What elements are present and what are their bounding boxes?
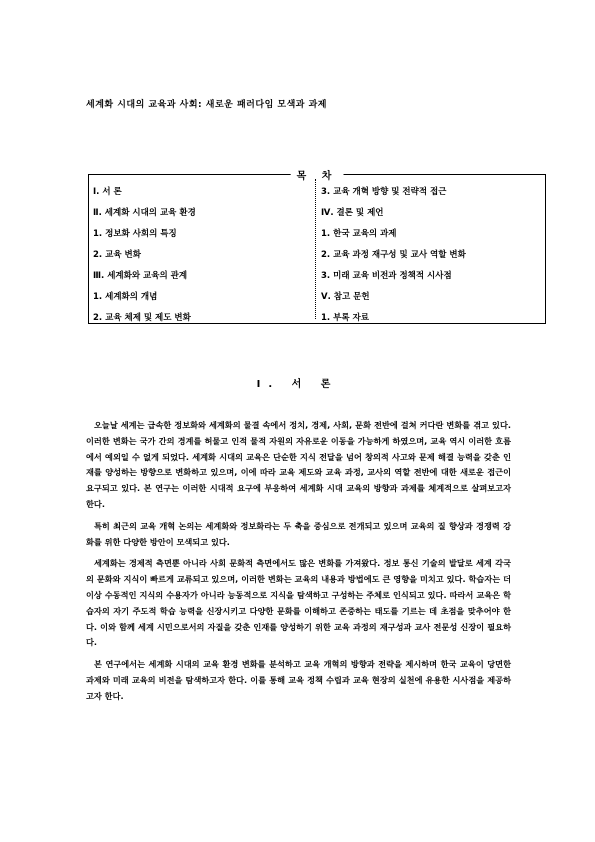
toc-item: 1. 한국 교육의 과제 [321, 229, 397, 239]
toc-item: 1. 부록 자료 [321, 313, 369, 323]
body-text [86, 418, 511, 711]
body-paragraph: 본 연구에서는 세계화 시대의 교육 환경 변화를 분석하고 교육 개혁의 방향과 전략을 제시하며 한국 교육이 당면한 과제와 미래 교육의 비전을 탐색하고자 한다. 이를 통해 교육 정책 수립과 교육 현장의 실천에 유용한 시사점을 제공하고자 한다. [86, 659, 511, 701]
toc-item: 2. 교육 과정 재구성 및 교사 역할 변화 [321, 250, 466, 260]
toc-left-column [93, 185, 196, 332]
toc-item: Ⅱ. 세계화 시대의 교육 환경 [93, 208, 196, 218]
toc-divider [315, 179, 316, 319]
toc-item: Ⅳ. 결론 및 제언 [321, 208, 384, 218]
document-title: 세계화 시대의 교육과 사회: 새로운 패러다임 모색과 과제 [86, 100, 327, 110]
toc-item: 3. 교육 개혁 방향 및 전략적 접근 [321, 187, 447, 197]
toc-item: 2. 교육 체제 및 제도 변화 [93, 313, 191, 323]
body-paragraph: 특히 최근의 교육 개혁 논의는 세계화와 정보화라는 두 축을 중심으로 전개되고 있으며 교육의 질 향상과 경쟁력 강화를 위한 다양한 방안이 모색되고 있다. [86, 520, 511, 547]
table-of-contents [88, 171, 546, 324]
body-paragraph: 오늘날 세계는 급속한 정보화와 세계화의 물결 속에서 정치, 경제, 사회, 문화 전반에 걸쳐 커다란 변화를 겪고 있다. 이러한 변화는 국가 간의 경계를 허물고 인적 물적 자원의 자유로운 이동을 가능하게 하였으며, 교육 역시 이러한 흐름에서 예외일 수 없게 되었다. 세계화 시대의 교육은 단순한 지식 전달을 넘어 창의적 사고와 문제 해결 능력을 갖춘 인재를 양성하는 방향으로 변화하고 있으며, 이에 따라 교육 제도와 교육 과정, 교사의 역할 전반에 대한 새로운 접근이 요구되고 있다. 본 연구는 이러한 시대적 요구에 부응하여 세계화 시대 교육의 방향과 과제를 체계적으로 살펴보고자 한다. [86, 420, 511, 509]
toc-item: Ⅴ. 참고 문헌 [321, 292, 370, 302]
toc-item: 2. 교육 변화 [93, 250, 141, 260]
toc-item: Ⅰ. 서 론 [93, 187, 122, 197]
toc-right-column [321, 185, 466, 332]
toc-item: Ⅲ. 세계화와 교육의 관계 [93, 271, 188, 281]
toc-item: 3. 미래 교육 비전과 정책적 시사점 [321, 271, 452, 281]
toc-heading: 목 차 [291, 167, 344, 182]
section-title: Ⅰ. 서 론 [256, 379, 339, 390]
body-paragraph: 세계화는 경제적 측면뿐 아니라 사회 문화적 측면에서도 많은 변화를 가져왔다. 정보 통신 기술의 발달로 세계 각국의 문화와 지식이 빠르게 교류되고 있으며, 이러한 변화는 교육의 내용과 방법에도 큰 영향을 미치고 있다. 학습자는 더 이상 수동적인 지식의 수용자가 아니라 능동적으로 지식을 탐색하고 구성하는 주체로 인식되고 있다. 따라서 교육은 학습자의 자기 주도적 학습 능력을 신장시키고 다양한 문화를 이해하고 존중하는 태도를 기르는 데 초점을 맞추어야 한다. 이와 함께 세계 시민으로서의 자질을 갖춘 인재를 양성하기 위한 교육 과정의 재구성과 교사 전문성 신장이 필요하다. [86, 558, 511, 648]
toc-item: 1. 정보화 사회의 특징 [93, 229, 177, 239]
toc-item: 1. 세계화의 개념 [93, 292, 158, 302]
